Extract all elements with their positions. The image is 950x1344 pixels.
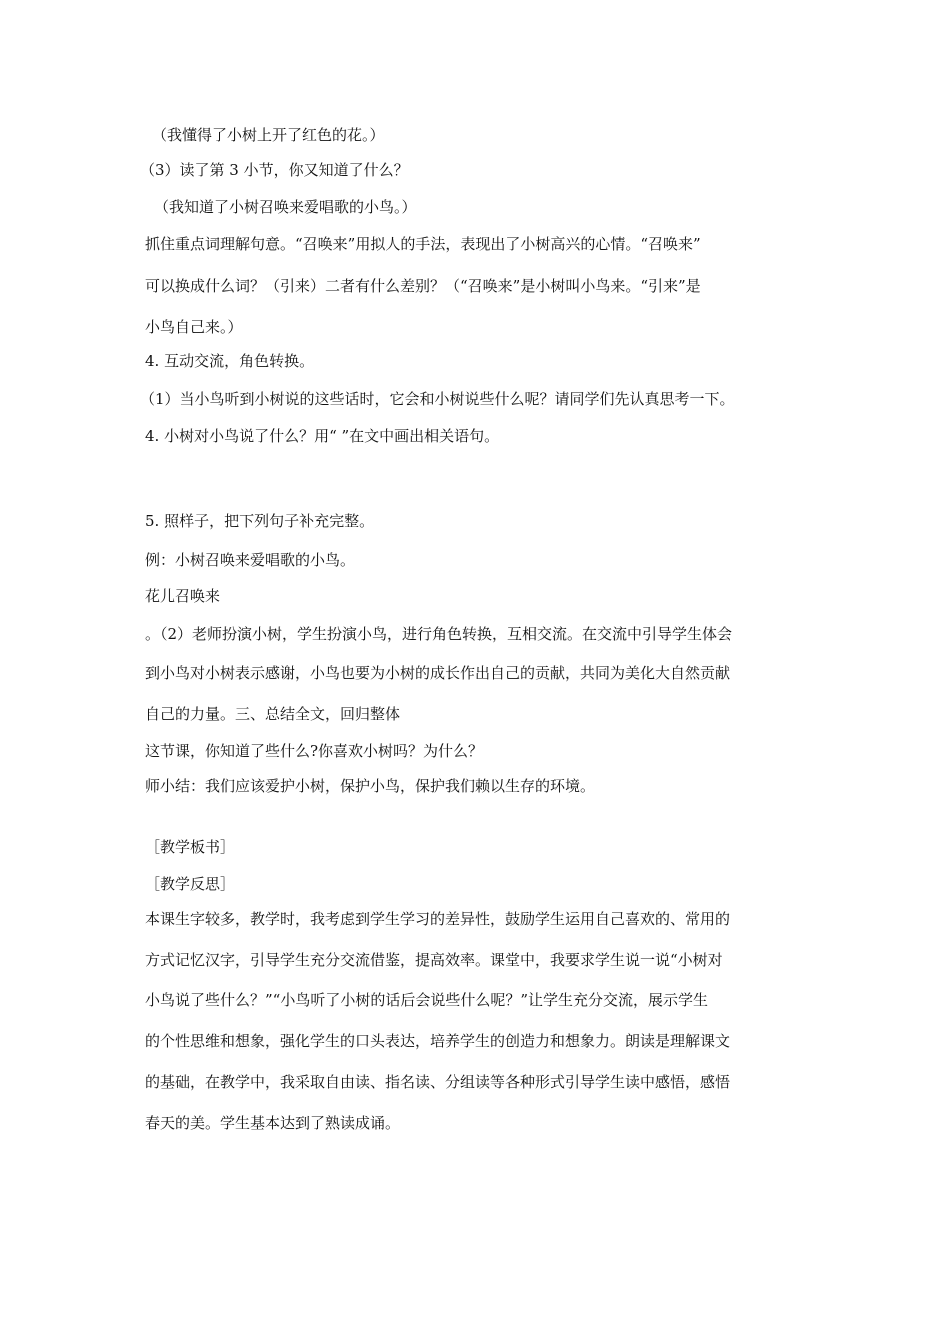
section-heading: ［教学板书］ [145, 838, 236, 856]
text-line: （我知道了小树召唤来爱唱歌的小鸟。） [154, 198, 417, 216]
text-line: 小鸟自己来。） [145, 318, 243, 336]
text-line: 自己的力量。三、总结全文，回归整体 [145, 705, 401, 723]
text-line: 4. 小树对小鸟说了什么？用“ ”在文中画出相关语句。 [145, 427, 500, 445]
text-line: 的个性思维和想象，强化学生的口头表达，培养学生的创造力和想象力。朗读是理解课文 [145, 1032, 731, 1050]
text-line: 到小鸟对小树表示感谢，小鸟也要为小树的成长作出自己的贡献，共同为美化大自然贡献 [145, 664, 731, 682]
text-line: 的基础，在教学中，我采取自由读、指名读、分组读等各种形式引导学生读中感悟，感悟 [145, 1073, 731, 1091]
text-line: 可以换成什么词？（引来）二者有什么差别？（“召唤来”是小树叫小鸟来。“引来”是 [145, 277, 701, 295]
text-line: （3）读了第 3 小节，你又知道了什么？ [140, 161, 409, 179]
text-line: 春天的美。学生基本达到了熟读成诵。 [145, 1114, 401, 1132]
text-line: 这节课，你知道了些什么?你喜欢小树吗？为什么？ [145, 742, 484, 760]
text-line: 师小结：我们应该爱护小树，保护小鸟，保护我们赖以生存的环境。 [145, 777, 596, 795]
text-line: 例：小树召唤来爱唱歌的小鸟。 [145, 551, 356, 569]
text-line: 抓住重点词理解句意。“召唤来”用拟人的手法，表现出了小树高兴的心情。“召唤来” [145, 235, 701, 253]
text-line: 5. 照样子，把下列句子补充完整。 [145, 512, 375, 530]
text-line: 花儿召唤来 [145, 587, 221, 605]
text-line: 方式记忆汉字，引导学生充分交流借鉴，提高效率。课堂中，我要求学生说一说“小树对 [145, 951, 723, 969]
section-heading: ［教学反思］ [145, 875, 236, 893]
text-line: 小鸟说了些什么？”“小鸟听了小树的话后会说些什么呢？”让学生充分交流，展示学生 [145, 991, 709, 1009]
text-line: （1）当小鸟听到小树说的这些话时，它会和小树说些什么呢？请同学们先认真思考一下。 [140, 390, 735, 408]
text-line: 本课生字较多，教学时，我考虑到学生学习的差异性，鼓励学生运用自己喜欢的、常用的 [145, 910, 731, 928]
text-line: 。（2）老师扮演小树，学生扮演小鸟，进行角色转换，互相交流。在交流中引导学生体会 [145, 625, 733, 643]
text-line: （我懂得了小树上开了红色的花。） [152, 126, 385, 144]
text-line: 4. 互动交流，角色转换。 [145, 352, 315, 370]
